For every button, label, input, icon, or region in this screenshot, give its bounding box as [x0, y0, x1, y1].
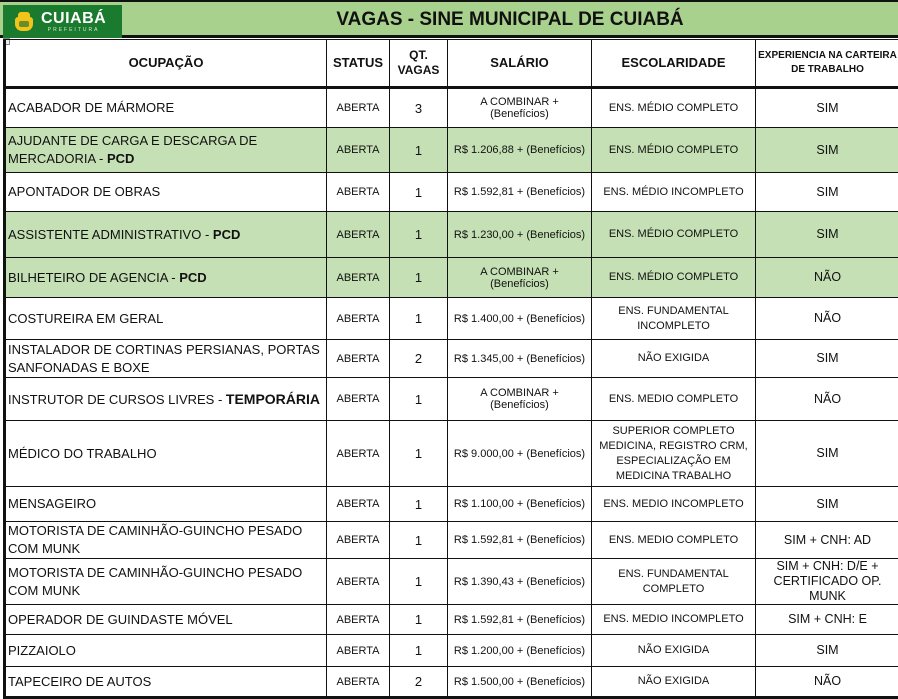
salary-cell-text: R$ 1.100,00 + (Benefícios) — [454, 498, 585, 510]
experience-cell-text: NÃO — [814, 270, 841, 284]
occupation-cell-text: OPERADOR DE GUINDASTE MÓVEL — [8, 612, 233, 627]
salary-cell-text: R$ 1.200,00 + (Benefícios) — [454, 645, 585, 657]
column-header-occupation: OCUPAÇÃO — [5, 40, 327, 88]
status-cell-text: ABERTA — [337, 676, 380, 688]
occupation-cell-text: INSTALADOR DE CORTINAS PERSIANAS, PORTAS SANFONADAS E BOXE — [8, 342, 320, 375]
experience-cell — [756, 667, 898, 698]
education-cell-text: ENS. MÉDIO COMPLETO — [609, 144, 738, 156]
status-cell-text: ABERTA — [337, 229, 380, 241]
qty-header-line1: QT. — [409, 48, 428, 62]
table-row — [5, 128, 898, 173]
experience-cell-text: SIM + CNH: AD — [784, 533, 871, 547]
qty-cell — [390, 212, 448, 258]
status-cell — [327, 667, 390, 698]
education-cell — [592, 378, 756, 421]
experience-cell — [756, 128, 898, 173]
salary-cell — [448, 605, 592, 635]
education-cell — [592, 559, 756, 605]
salary-cell-text: R$ 1.390,43 + (Benefícios) — [454, 576, 585, 588]
qty-cell — [390, 635, 448, 667]
education-cell — [592, 212, 756, 258]
qty-cell-text: 1 — [415, 497, 422, 512]
salary-cell — [448, 88, 592, 128]
salary-cell — [448, 667, 592, 698]
occupation-cell — [5, 212, 327, 258]
occupation-tag: PCD — [213, 227, 240, 242]
table-row — [5, 298, 898, 340]
occupation-cell — [5, 128, 327, 173]
occupation-tag: TEMPORÁRIA — [226, 391, 320, 407]
qty-cell — [390, 559, 448, 605]
occupation-cell — [5, 522, 327, 559]
experience-cell — [756, 635, 898, 667]
occupation-cell — [5, 421, 327, 487]
education-cell-text: ENS. FUNDAMENTAL COMPLETO — [618, 568, 728, 595]
qty-cell — [390, 522, 448, 559]
qty-cell-text: 1 — [415, 185, 422, 200]
occupation-cell — [5, 88, 327, 128]
table-row — [5, 212, 898, 258]
qty-cell-text: 1 — [415, 533, 422, 548]
table-row — [5, 88, 898, 128]
occupation-cell-text: APONTADOR DE OBRAS — [8, 184, 160, 199]
experience-cell — [756, 605, 898, 635]
logo-city-name: CUIABÁ — [41, 11, 106, 27]
experience-cell — [756, 421, 898, 487]
experience-cell-text: SIM — [816, 185, 838, 199]
education-cell-text: ENS. MEDIO INCOMPLETO — [603, 498, 743, 510]
occupation-cell — [5, 258, 327, 298]
occupation-cell — [5, 635, 327, 667]
occupation-cell-text: MOTORISTA DE CAMINHÃO-GUINCHO PESADO COM MUNK — [8, 523, 302, 556]
table-row — [5, 378, 898, 421]
qty-cell — [390, 88, 448, 128]
qty-cell-text: 3 — [415, 101, 422, 116]
occupation-cell-text: TAPECEIRO DE AUTOS — [8, 674, 151, 689]
qty-cell-text: 1 — [415, 612, 422, 627]
experience-cell — [756, 298, 898, 340]
occupation-cell-text: ACABADOR DE MÁRMORE — [8, 100, 174, 115]
status-cell-text: ABERTA — [337, 498, 380, 510]
occupation-cell — [5, 298, 327, 340]
qty-cell — [390, 258, 448, 298]
experience-cell — [756, 522, 898, 559]
coat-of-arms-icon — [13, 12, 35, 32]
column-header-qty — [390, 40, 448, 88]
occupation-cell — [5, 605, 327, 635]
salary-cell-text: R$ 1.592,81 + (Benefícios) — [454, 614, 585, 626]
status-cell — [327, 212, 390, 258]
salary-cell — [448, 258, 592, 298]
salary-cell — [448, 298, 592, 340]
qty-cell — [390, 173, 448, 212]
salary-cell — [448, 559, 592, 605]
status-cell — [327, 258, 390, 298]
table-row — [5, 258, 898, 298]
experience-cell-text: SIM — [816, 643, 838, 657]
experience-cell — [756, 212, 898, 258]
experience-cell-text: SIM — [816, 351, 838, 365]
occupation-cell — [5, 667, 327, 698]
education-cell-text: ENS. MÉDIO INCOMPLETO — [603, 186, 743, 198]
salary-cell — [448, 635, 592, 667]
experience-cell-text: SIM — [816, 446, 838, 460]
qty-cell-text: 2 — [415, 351, 422, 366]
status-cell-text: ABERTA — [337, 393, 380, 405]
qty-cell-text: 1 — [415, 143, 422, 158]
table-row — [5, 667, 898, 698]
table-row — [5, 173, 898, 212]
table-row — [5, 635, 898, 667]
qty-cell — [390, 298, 448, 340]
education-cell-text: NÃO EXIGIDA — [638, 644, 710, 656]
prefeitura-logo — [3, 5, 122, 38]
education-cell-text: ENS. MÉDIO COMPLETO — [609, 228, 738, 240]
experience-cell-text: NÃO — [814, 311, 841, 325]
qty-cell — [390, 605, 448, 635]
education-cell — [592, 605, 756, 635]
qty-cell-text: 1 — [415, 227, 422, 242]
experience-cell-text: NÃO — [814, 392, 841, 406]
job-vacancies-table — [3, 39, 898, 699]
occupation-cell-text: MENSAGEIRO — [8, 496, 96, 511]
qty-cell — [390, 421, 448, 487]
experience-cell-text: SIM + CNH: E — [788, 612, 867, 626]
status-cell — [327, 635, 390, 667]
column-header-experience — [756, 40, 898, 88]
page-title: VAGAS - SINE MUNICIPAL DE CUIABÁ — [122, 2, 898, 38]
qty-cell-text: 1 — [415, 392, 422, 407]
occupation-cell — [5, 559, 327, 605]
status-cell — [327, 421, 390, 487]
status-cell-text: ABERTA — [337, 614, 380, 626]
qty-cell-text: 1 — [415, 574, 422, 589]
table-row — [5, 559, 898, 605]
status-cell — [327, 522, 390, 559]
education-cell-text: ENS. MEDIO COMPLETO — [609, 393, 738, 405]
qty-cell — [390, 340, 448, 378]
experience-cell — [756, 258, 898, 298]
education-cell — [592, 298, 756, 340]
salary-cell-text: R$ 1.592,81 + (Benefícios) — [454, 186, 585, 198]
experience-cell-text: SIM — [816, 143, 838, 157]
status-cell-text: ABERTA — [337, 186, 380, 198]
salary-cell — [448, 421, 592, 487]
experience-cell-text: SIM — [816, 227, 838, 241]
column-header-status: STATUS — [327, 40, 390, 88]
qty-header-line2: VAGAS — [398, 63, 440, 77]
education-cell-text: NÃO EXIGIDA — [638, 675, 710, 687]
status-cell — [327, 487, 390, 522]
column-header-salary: SALÁRIO — [448, 40, 592, 88]
education-cell — [592, 667, 756, 698]
qty-cell — [390, 487, 448, 522]
experience-cell — [756, 88, 898, 128]
education-cell-text: ENS. MEDIO INCOMPLETO — [603, 613, 743, 625]
education-cell-text: SUPERIOR COMPLETO MEDICINA, REGISTRO CRM, ESPECIALIZAÇÃO EM MEDICINA TRABALHO — [599, 425, 748, 482]
salary-cell — [448, 378, 592, 421]
salary-cell — [448, 487, 592, 522]
status-cell — [327, 605, 390, 635]
salary-cell-text: R$ 9.000,00 + (Benefícios) — [454, 448, 585, 460]
qty-cell-text: 1 — [415, 643, 422, 658]
occupation-cell-text: ASSISTENTE ADMINISTRATIVO - — [8, 227, 213, 242]
status-cell-text: ABERTA — [337, 534, 380, 546]
qty-cell — [390, 378, 448, 421]
qty-cell-text: 1 — [415, 270, 422, 285]
status-cell — [327, 173, 390, 212]
education-cell — [592, 258, 756, 298]
status-cell-text: ABERTA — [337, 102, 380, 114]
experience-cell — [756, 559, 898, 605]
status-cell — [327, 340, 390, 378]
occupation-cell-text: AJUDANTE DE CARGA E DESCARGA DE MERCADORIA - — [8, 133, 257, 166]
occupation-cell-text: INSTRUTOR DE CURSOS LIVRES - — [8, 392, 226, 407]
occupation-cell — [5, 378, 327, 421]
salary-cell — [448, 212, 592, 258]
salary-cell-text: R$ 1.206,88 + (Benefícios) — [454, 144, 585, 156]
occupation-tag: PCD — [107, 151, 134, 166]
status-cell-text: ABERTA — [337, 353, 380, 365]
qty-cell — [390, 128, 448, 173]
status-cell — [327, 378, 390, 421]
experience-cell-text: SIM — [816, 101, 838, 115]
education-cell-text: ENS. MÉDIO COMPLETO — [609, 271, 738, 283]
salary-cell — [448, 173, 592, 212]
status-cell-text: ABERTA — [337, 313, 380, 325]
education-cell-text: ENS. MÉDIO COMPLETO — [609, 102, 738, 114]
experience-cell-text: SIM — [816, 497, 838, 511]
education-cell — [592, 340, 756, 378]
experience-cell-text: NÃO — [814, 674, 841, 688]
occupation-cell-text: BILHETEIRO DE AGENCIA - — [8, 270, 179, 285]
experience-cell — [756, 487, 898, 522]
salary-cell-text: R$ 1.345,00 + (Benefícios) — [454, 353, 585, 365]
table-row — [5, 522, 898, 559]
education-cell-text: NÃO EXIGIDA — [638, 352, 710, 364]
occupation-cell-text: PIZZAIOLO — [8, 643, 76, 658]
header-banner — [0, 0, 898, 38]
logo-subtitle: PREFEITURA — [48, 28, 100, 33]
experience-header-line1: EXPERIENCIA NA CARTEIRA — [758, 50, 897, 61]
occupation-tag: PCD — [179, 270, 206, 285]
experience-cell — [756, 173, 898, 212]
education-cell — [592, 522, 756, 559]
status-cell — [327, 128, 390, 173]
experience-cell — [756, 340, 898, 378]
salary-cell-text: A COMBINAR + (Benefícios) — [480, 266, 559, 290]
occupation-cell-text: MOTORISTA DE CAMINHÃO-GUINCHO PESADO COM MUNK — [8, 565, 302, 598]
status-cell-text: ABERTA — [337, 272, 380, 284]
salary-cell-text: R$ 1.500,00 + (Benefícios) — [454, 676, 585, 688]
status-cell-text: ABERTA — [337, 448, 380, 460]
table-row — [5, 421, 898, 487]
experience-cell-text: SIM + CNH: D/E + CERTIFICADO OP. MUNK — [774, 559, 882, 603]
table-row — [5, 487, 898, 522]
experience-header-line2: DE TRABALHO — [791, 64, 864, 75]
salary-cell-text: R$ 1.592,81 + (Benefícios) — [454, 534, 585, 546]
salary-cell-text: R$ 1.230,00 + (Benefícios) — [454, 229, 585, 241]
status-cell — [327, 298, 390, 340]
occupation-cell-text: MÉDICO DO TRABALHO — [8, 446, 157, 461]
status-cell — [327, 88, 390, 128]
salary-cell-text: R$ 1.400,00 + (Benefícios) — [454, 313, 585, 325]
education-cell — [592, 173, 756, 212]
column-header-education: ESCOLARIDADE — [592, 40, 756, 88]
qty-cell-text: 1 — [415, 446, 422, 461]
occupation-cell-text: COSTUREIRA EM GERAL — [8, 311, 163, 326]
status-cell-text: ABERTA — [337, 576, 380, 588]
qty-cell-text: 1 — [415, 311, 422, 326]
education-cell — [592, 88, 756, 128]
salary-cell — [448, 128, 592, 173]
salary-cell-text: A COMBINAR + (Benefícios) — [480, 96, 559, 120]
table-row — [5, 340, 898, 378]
status-cell — [327, 559, 390, 605]
occupation-cell — [5, 340, 327, 378]
education-cell — [592, 487, 756, 522]
salary-cell-text: A COMBINAR + (Benefícios) — [480, 387, 559, 411]
experience-cell — [756, 378, 898, 421]
qty-cell-text: 2 — [415, 674, 422, 689]
education-cell-text: ENS. MEDIO COMPLETO — [609, 534, 738, 546]
salary-cell — [448, 522, 592, 559]
education-cell — [592, 421, 756, 487]
qty-cell — [390, 667, 448, 698]
education-cell — [592, 635, 756, 667]
education-cell — [592, 128, 756, 173]
occupation-cell — [5, 487, 327, 522]
occupation-cell — [5, 173, 327, 212]
salary-cell — [448, 340, 592, 378]
education-cell-text: ENS. FUNDAMENTAL INCOMPLETO — [618, 305, 728, 332]
table-header-row — [5, 40, 898, 88]
status-cell-text: ABERTA — [337, 645, 380, 657]
table-row — [5, 605, 898, 635]
status-cell-text: ABERTA — [337, 144, 380, 156]
